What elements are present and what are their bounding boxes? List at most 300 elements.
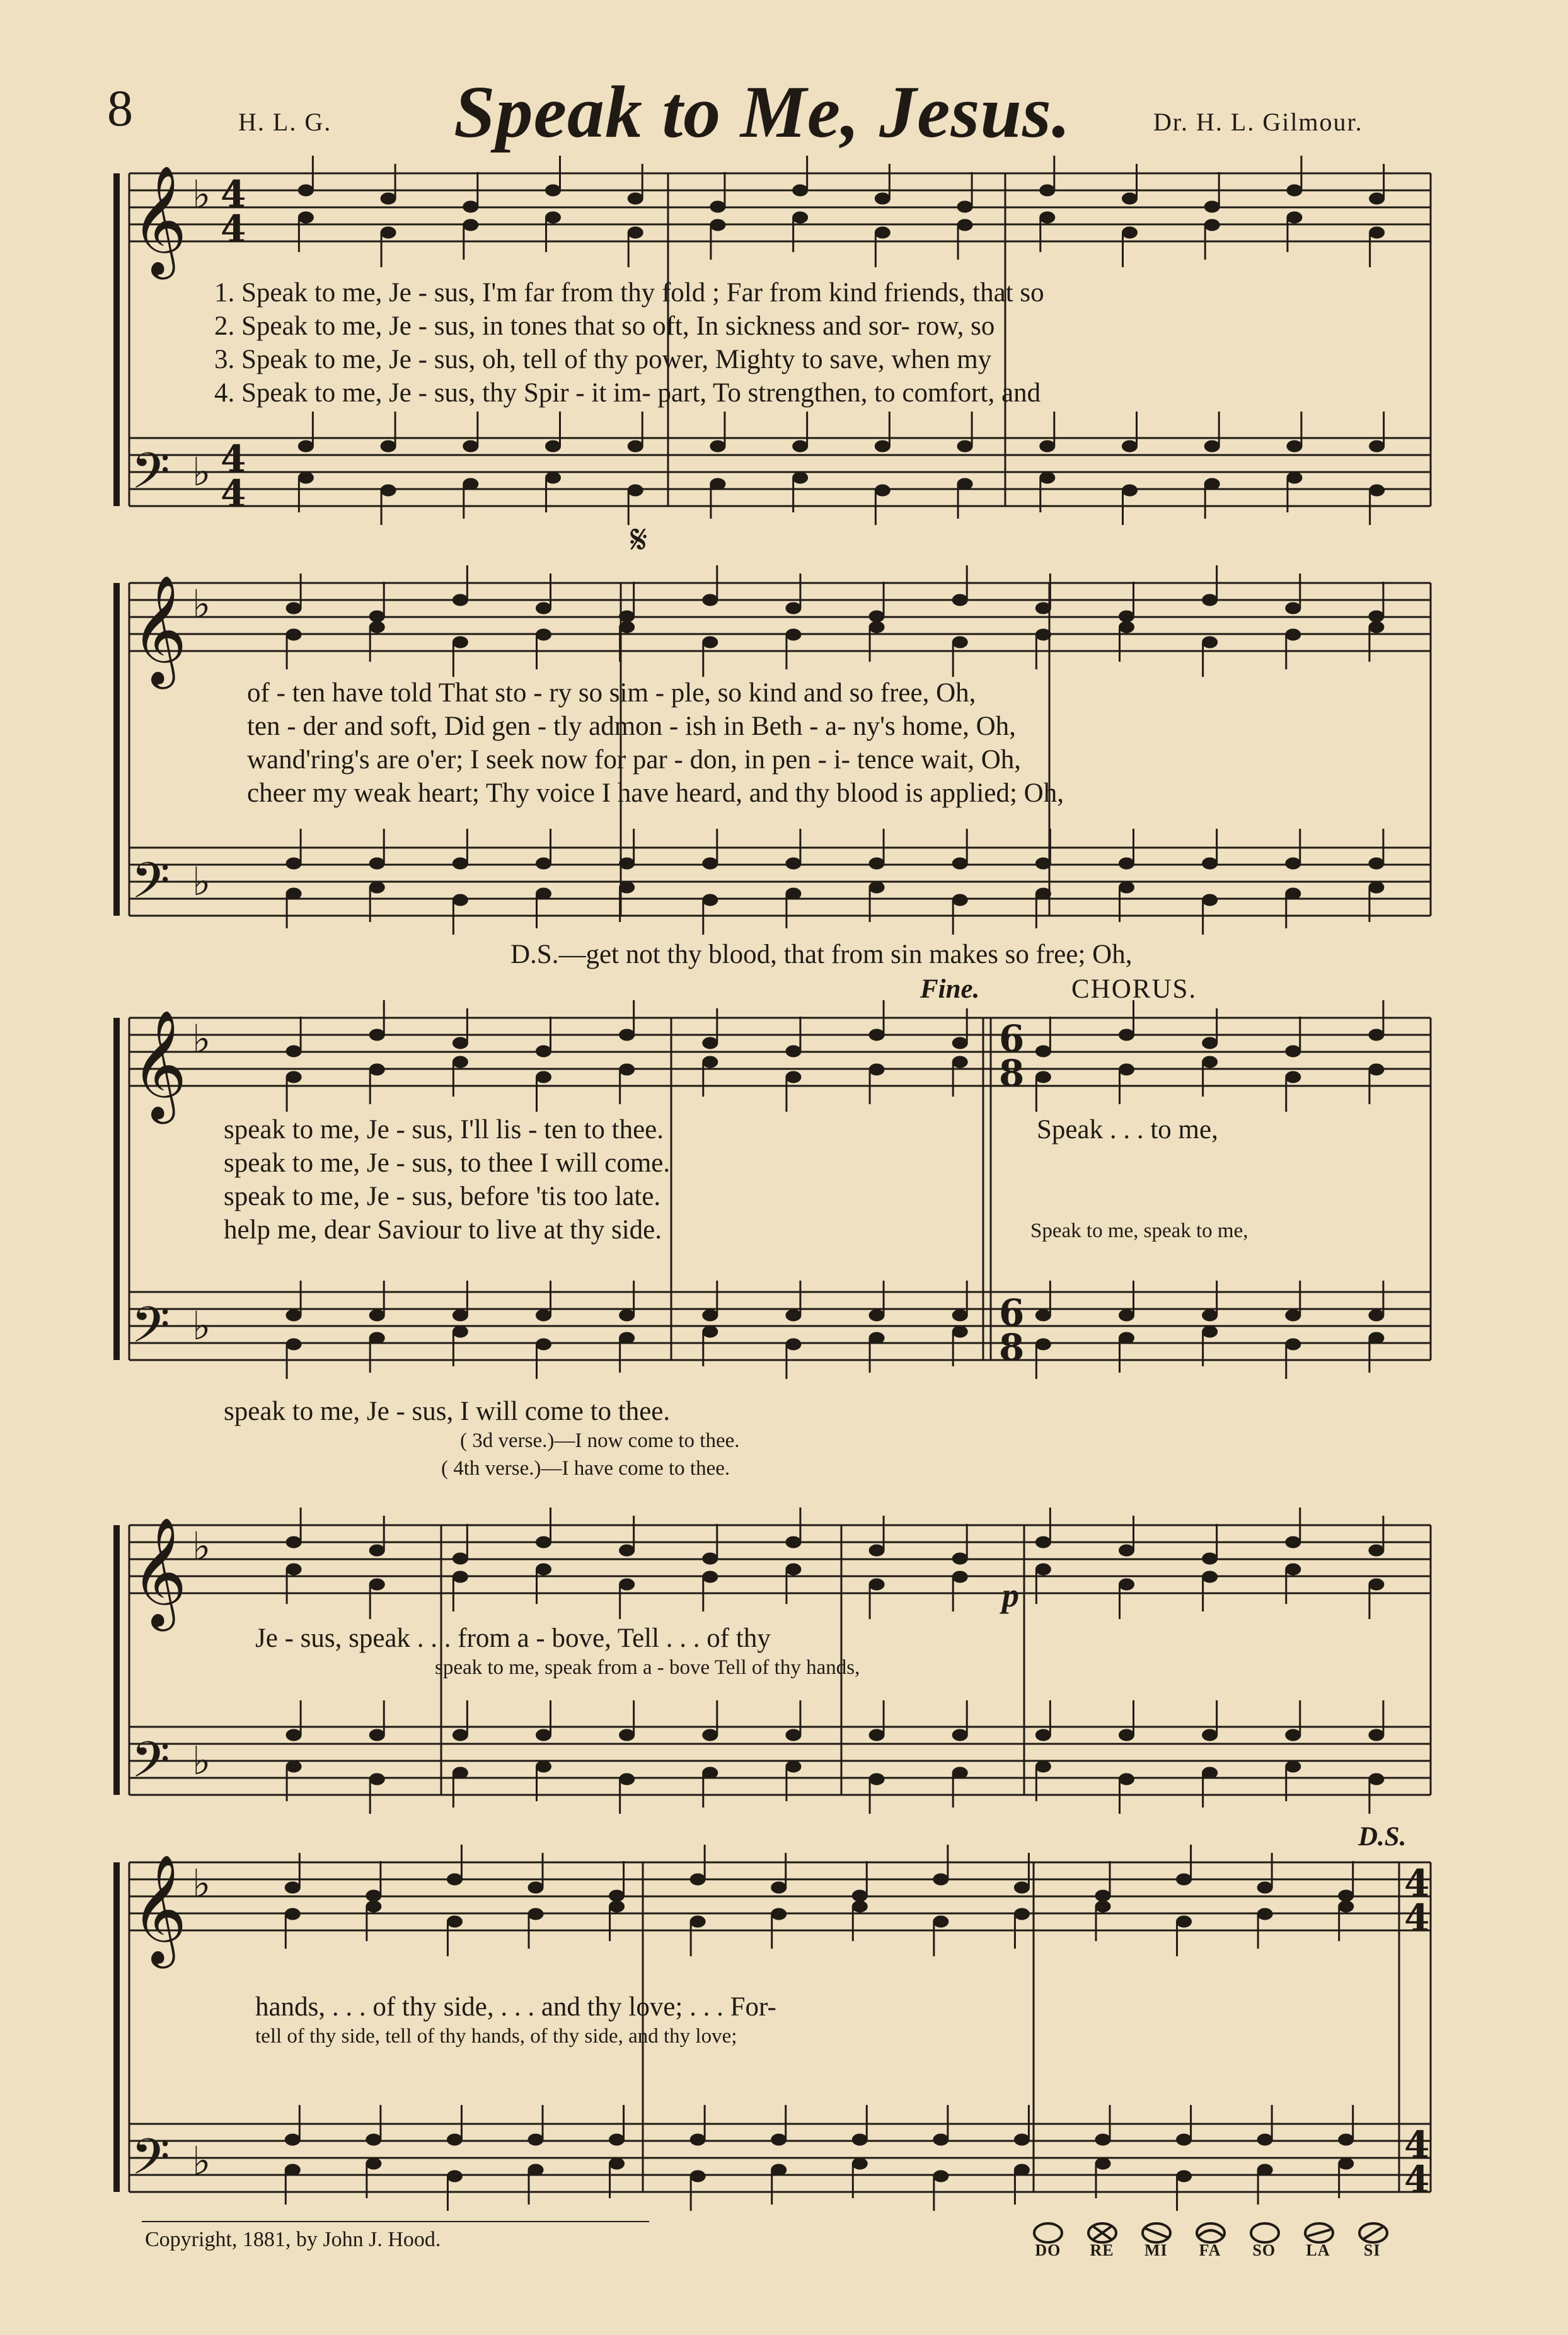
notehead xyxy=(1122,485,1138,496)
svg-text:8: 8 xyxy=(999,1326,1025,1369)
notehead xyxy=(1286,1310,1301,1321)
notehead xyxy=(1119,1029,1134,1041)
notehead xyxy=(369,882,384,893)
notehead xyxy=(771,2164,787,2176)
notehead xyxy=(536,1564,551,1575)
lyricist-credit: H. L. G. xyxy=(238,108,332,136)
notehead xyxy=(1035,858,1051,869)
svg-text:4: 4 xyxy=(1404,1896,1430,1939)
svg-text:𝄢: 𝄢 xyxy=(131,442,170,512)
notehead xyxy=(1035,1071,1051,1083)
svg-text:6: 6 xyxy=(999,1017,1025,1060)
notehead xyxy=(852,2134,867,2145)
notehead xyxy=(298,472,313,483)
svg-text:4: 4 xyxy=(221,173,246,216)
notehead xyxy=(536,1536,551,1548)
verse-3-line-1: 3. Speak to me, Je - sus, oh, tell of thy power, Mighty to save, when my xyxy=(214,345,992,374)
notehead xyxy=(366,1901,381,1912)
notehead xyxy=(771,1908,787,1920)
notehead xyxy=(875,193,890,204)
notehead xyxy=(703,1326,718,1337)
notehead xyxy=(1119,1332,1134,1344)
notehead xyxy=(869,1310,884,1321)
notehead xyxy=(1202,1571,1218,1583)
notehead xyxy=(875,227,890,238)
verse-2-line-2: ten - der and soft, Did gen - tly admon - ish in Beth - a- ny's home, Oh, xyxy=(247,712,1016,741)
notehead xyxy=(1204,201,1219,212)
notehead xyxy=(1204,441,1219,452)
notehead xyxy=(1286,1046,1301,1057)
notehead xyxy=(620,1579,635,1590)
notehead xyxy=(933,2134,948,2145)
notehead xyxy=(1369,441,1385,452)
svg-text:♭: ♭ xyxy=(192,1738,211,1784)
notehead xyxy=(869,1332,884,1344)
notehead xyxy=(528,2164,543,2176)
notehead xyxy=(285,2134,300,2145)
notehead xyxy=(628,193,643,204)
chorus-alto-line-1: speak to me, speak from a - bove Tell of thy hands, xyxy=(435,1656,860,1679)
notehead xyxy=(1095,1901,1110,1912)
notehead xyxy=(1369,1064,1384,1075)
notehead xyxy=(286,1339,301,1350)
chorus-heading: CHORUS. xyxy=(1071,974,1197,1004)
solfege-si: SI xyxy=(1363,2241,1381,2259)
notehead xyxy=(952,1037,967,1049)
notehead xyxy=(1119,1545,1134,1556)
notehead xyxy=(447,1874,462,1885)
notehead xyxy=(546,185,561,196)
notehead xyxy=(703,1729,718,1741)
notehead xyxy=(453,894,468,906)
solfege-so: SO xyxy=(1252,2241,1276,2259)
notehead xyxy=(546,472,561,483)
notehead xyxy=(690,1916,705,1927)
notehead xyxy=(298,185,313,196)
notehead xyxy=(1257,1882,1272,1893)
notehead xyxy=(952,1553,967,1564)
notehead xyxy=(381,227,396,238)
notehead xyxy=(690,1874,705,1885)
svg-text:♭: ♭ xyxy=(192,1303,211,1349)
svg-text:♭: ♭ xyxy=(192,2138,211,2184)
notehead xyxy=(369,1579,384,1590)
svg-text:𝄢: 𝄢 xyxy=(131,851,170,922)
notehead xyxy=(286,1536,301,1548)
notehead xyxy=(703,594,718,606)
notehead xyxy=(786,858,801,869)
notehead xyxy=(1202,1037,1218,1049)
notehead xyxy=(536,1339,551,1350)
svg-text:𝄞: 𝄞 xyxy=(131,1010,187,1119)
notehead xyxy=(1177,2171,1192,2182)
notehead xyxy=(1119,1064,1134,1075)
notehead xyxy=(285,1908,300,1920)
svg-text:𝄢: 𝄢 xyxy=(131,1296,170,1366)
notehead xyxy=(1369,1579,1384,1590)
notehead xyxy=(786,1729,801,1741)
notehead xyxy=(286,1046,301,1057)
notehead xyxy=(1119,621,1134,633)
notehead xyxy=(1339,2134,1354,2145)
dal-segno-line: D.S.—get not thy blood, that from sin makes so free; Oh, xyxy=(510,940,1133,969)
notehead xyxy=(528,1882,543,1893)
svg-text:♭: ♭ xyxy=(192,581,211,627)
notehead xyxy=(957,201,972,212)
notehead xyxy=(703,1037,718,1049)
notehead xyxy=(609,1890,625,1901)
notehead xyxy=(793,441,808,452)
notehead xyxy=(793,185,808,196)
notehead xyxy=(620,1545,635,1556)
notehead xyxy=(285,1882,300,1893)
notehead xyxy=(1202,858,1218,869)
verse-1-line-2: of - ten have told That sto - ry so sim - ple, so kind and so free, Oh, xyxy=(247,678,976,708)
notehead xyxy=(1119,611,1134,622)
notehead xyxy=(286,1310,301,1321)
notehead xyxy=(703,1553,718,1564)
notehead xyxy=(369,1729,384,1741)
notehead xyxy=(1369,1029,1384,1041)
notehead xyxy=(1035,1536,1051,1548)
notehead xyxy=(703,894,718,906)
notehead xyxy=(286,1729,301,1741)
notehead xyxy=(536,629,551,640)
hymn-title: Speak to Me, Jesus. xyxy=(454,71,1071,153)
svg-text:♭: ♭ xyxy=(192,171,211,217)
notehead xyxy=(1202,594,1218,606)
notehead xyxy=(620,1332,635,1344)
notehead xyxy=(1122,441,1138,452)
notehead xyxy=(1035,888,1051,899)
notehead xyxy=(369,621,384,633)
notehead xyxy=(703,1767,718,1779)
refrain-line: speak to me, Je - sus, I will come to thee. xyxy=(224,1397,671,1426)
notehead xyxy=(1035,1046,1051,1057)
notehead xyxy=(869,1545,884,1556)
svg-text:𝄞: 𝄞 xyxy=(131,1517,187,1627)
notehead xyxy=(453,1571,468,1583)
notehead xyxy=(546,212,561,223)
notehead xyxy=(1119,882,1134,893)
notehead xyxy=(1119,858,1134,869)
notehead xyxy=(1369,621,1384,633)
notehead xyxy=(286,629,301,640)
notehead xyxy=(952,858,967,869)
notehead xyxy=(453,1326,468,1337)
notehead xyxy=(628,441,643,452)
notehead xyxy=(852,1901,867,1912)
notehead xyxy=(1369,227,1385,238)
notehead xyxy=(703,1571,718,1583)
page-number: 8 xyxy=(107,79,133,137)
notehead xyxy=(1014,2134,1029,2145)
notehead xyxy=(1202,1553,1218,1564)
verse-1-line-3: speak to me, Je - sus, I'll lis - ten to thee. xyxy=(224,1115,664,1144)
notehead xyxy=(369,1332,384,1344)
svg-text:4: 4 xyxy=(221,472,246,515)
notehead xyxy=(528,2134,543,2145)
solfege-la: LA xyxy=(1306,2241,1330,2259)
svg-text:6: 6 xyxy=(999,1291,1025,1334)
notehead xyxy=(869,858,884,869)
notehead xyxy=(771,1882,787,1893)
verse-2-line-1: 2. Speak to me, Je - sus, in tones that so oft, In sickness and sor- row, so xyxy=(214,311,995,341)
fine-mark: Fine. xyxy=(920,974,980,1004)
notehead xyxy=(793,472,808,483)
notehead xyxy=(453,1729,468,1741)
notehead xyxy=(463,478,478,490)
notehead xyxy=(286,1564,301,1575)
notehead xyxy=(1035,629,1051,640)
notehead xyxy=(1095,1890,1110,1901)
notehead xyxy=(1204,219,1219,231)
notehead xyxy=(786,1310,801,1321)
composer-credit: Dr. H. L. Gilmour. xyxy=(1153,108,1363,136)
notehead xyxy=(1035,1761,1051,1772)
notehead xyxy=(1177,2134,1192,2145)
notehead xyxy=(628,227,643,238)
svg-text:𝄞: 𝄞 xyxy=(131,165,187,275)
notehead xyxy=(369,1310,384,1321)
notehead xyxy=(369,1545,384,1556)
notehead xyxy=(933,2171,948,2182)
notehead xyxy=(536,1761,551,1772)
notehead xyxy=(852,1890,867,1901)
notehead xyxy=(1035,602,1051,614)
svg-text:𝄢: 𝄢 xyxy=(131,1731,170,1801)
notehead xyxy=(933,1874,948,1885)
notehead xyxy=(1286,1729,1301,1741)
notehead xyxy=(703,637,718,648)
notehead xyxy=(620,1773,635,1785)
notehead xyxy=(1339,2158,1354,2169)
notehead xyxy=(366,2134,381,2145)
notehead xyxy=(286,888,301,899)
notehead xyxy=(447,1916,462,1927)
verse-3-line-3: speak to me, Je - sus, before 'tis too late. xyxy=(224,1182,661,1211)
notehead xyxy=(952,637,967,648)
notehead xyxy=(710,441,725,452)
notehead xyxy=(528,1908,543,1920)
notehead xyxy=(1035,1339,1051,1350)
notehead xyxy=(1287,185,1302,196)
notehead xyxy=(453,1767,468,1779)
notehead xyxy=(869,1579,884,1590)
notehead xyxy=(1040,212,1055,223)
segno-sign: 𝄋 xyxy=(630,517,648,563)
copyright-notice: Copyright, 1881, by John J. Hood. xyxy=(145,2228,441,2251)
notehead xyxy=(620,621,635,633)
notehead xyxy=(710,219,725,231)
verse-2-line-3: speak to me, Je - sus, to thee I will come. xyxy=(224,1148,671,1178)
notehead xyxy=(369,611,384,622)
svg-text:4: 4 xyxy=(1404,2158,1430,2201)
svg-text:𝄞: 𝄞 xyxy=(131,575,187,684)
notehead xyxy=(1369,1729,1384,1741)
notehead xyxy=(1202,1056,1218,1068)
notehead xyxy=(453,594,468,606)
notehead xyxy=(536,888,551,899)
chorus-line-2: hands, . . . of thy side, . . . and thy love; . . . For- xyxy=(255,1992,776,2022)
notehead xyxy=(620,1729,635,1741)
notehead xyxy=(1369,882,1384,893)
chorus-soprano-lyric: Speak . . . to me, xyxy=(1037,1115,1218,1144)
notehead xyxy=(453,1553,468,1564)
notehead xyxy=(1122,227,1138,238)
notehead xyxy=(546,441,561,452)
verse-4-line-2: cheer my weak heart; Thy voice I have heard, and thy blood is applied; Oh, xyxy=(247,778,1064,808)
notehead xyxy=(536,1729,551,1741)
chorus-alto-line-2: tell of thy side, tell of thy hands, of thy side, and thy love; xyxy=(255,2025,737,2048)
notehead xyxy=(369,1029,384,1041)
notehead xyxy=(298,212,313,223)
notehead xyxy=(875,485,890,496)
notehead xyxy=(1040,441,1055,452)
notehead xyxy=(369,1064,384,1075)
refrain-verse-4: ( 4th verse.)—I have come to thee. xyxy=(441,1457,730,1480)
notehead xyxy=(786,888,801,899)
notehead xyxy=(609,2134,625,2145)
notehead xyxy=(1095,2158,1110,2169)
chorus-line-1: Je - sus, speak . . . from a - bove, Tell . . . of thy xyxy=(255,1623,771,1653)
notehead xyxy=(952,1056,967,1068)
notehead xyxy=(381,193,396,204)
svg-text:𝄞: 𝄞 xyxy=(131,1854,187,1964)
notehead xyxy=(957,478,972,490)
notehead xyxy=(1286,1339,1301,1350)
notehead xyxy=(536,1310,551,1321)
notehead xyxy=(620,1029,635,1041)
notehead xyxy=(286,1761,301,1772)
notehead xyxy=(536,1046,551,1057)
notehead xyxy=(286,1071,301,1083)
notehead xyxy=(933,1916,948,1927)
notehead xyxy=(536,858,551,869)
notehead xyxy=(1339,1890,1354,1901)
dal-segno-mark: D.S. xyxy=(1358,1822,1407,1852)
notehead xyxy=(609,2158,625,2169)
notehead xyxy=(447,2171,462,2182)
svg-text:𝄢: 𝄢 xyxy=(131,2128,170,2198)
notehead xyxy=(620,882,635,893)
notehead xyxy=(1286,858,1301,869)
solfege-re: RE xyxy=(1090,2241,1114,2259)
notehead xyxy=(1286,1564,1301,1575)
svg-text:8: 8 xyxy=(999,1052,1025,1095)
notehead xyxy=(536,602,551,614)
svg-text:♭: ♭ xyxy=(192,858,211,904)
svg-text:4: 4 xyxy=(1404,1862,1430,1905)
notehead xyxy=(952,594,967,606)
notehead xyxy=(1202,637,1218,648)
notehead xyxy=(1369,1310,1384,1321)
notehead xyxy=(620,1064,635,1075)
svg-text:♭: ♭ xyxy=(192,1016,211,1062)
notehead xyxy=(952,894,967,906)
notehead xyxy=(536,1071,551,1083)
notehead xyxy=(1014,1908,1029,1920)
notehead xyxy=(1122,193,1138,204)
notehead xyxy=(1119,1579,1134,1590)
notehead xyxy=(786,1761,801,1772)
notehead xyxy=(703,1056,718,1068)
notehead xyxy=(869,1029,884,1041)
notehead xyxy=(869,1773,884,1785)
piano-dynamic: p xyxy=(1002,1576,1019,1614)
notehead xyxy=(1339,1901,1354,1912)
notehead xyxy=(852,2158,867,2169)
notehead xyxy=(1286,629,1301,640)
notehead xyxy=(786,602,801,614)
notehead xyxy=(298,441,313,452)
notehead xyxy=(463,219,478,231)
notehead xyxy=(453,637,468,648)
svg-text:♭: ♭ xyxy=(192,1860,211,1906)
chorus-alto-lyric: Speak to me, speak to me, xyxy=(1030,1219,1248,1242)
verse-4-line-1: 4. Speak to me, Je - sus, thy Spir - it im- part, To strengthen, to comfort, and xyxy=(214,378,1041,408)
notehead xyxy=(710,201,725,212)
svg-text:♭: ♭ xyxy=(192,449,211,495)
verse-1-line-1: 1. Speak to me, Je - sus, I'm far from thy fold ; Far from kind friends, that so xyxy=(214,278,1044,308)
notehead xyxy=(786,629,801,640)
notehead xyxy=(453,1310,468,1321)
svg-text:4: 4 xyxy=(221,437,246,480)
notehead xyxy=(869,1729,884,1741)
notehead xyxy=(1119,1773,1134,1785)
solfege-mi: MI xyxy=(1144,2241,1168,2259)
notehead xyxy=(690,2171,705,2182)
notehead xyxy=(628,485,643,496)
notehead xyxy=(1286,1761,1301,1772)
notehead xyxy=(369,858,384,869)
notehead xyxy=(1287,441,1302,452)
notehead xyxy=(786,1071,801,1083)
notehead xyxy=(1202,1326,1218,1337)
notehead xyxy=(875,441,890,452)
notehead xyxy=(869,621,884,633)
notehead xyxy=(1257,2164,1272,2176)
notehead xyxy=(453,1056,468,1068)
notehead xyxy=(1369,485,1385,496)
notehead xyxy=(1177,1874,1192,1885)
notehead xyxy=(1369,193,1385,204)
notehead xyxy=(793,212,808,223)
notehead xyxy=(1202,1310,1218,1321)
notehead xyxy=(1202,1729,1218,1741)
refrain-verse-3: ( 3d verse.)—I now come to thee. xyxy=(460,1429,740,1452)
notehead xyxy=(1286,602,1301,614)
notehead xyxy=(1035,1310,1051,1321)
notehead xyxy=(366,1890,381,1901)
notehead xyxy=(957,441,972,452)
notehead xyxy=(1119,1310,1134,1321)
notehead xyxy=(786,1046,801,1057)
notehead xyxy=(1287,212,1302,223)
notehead xyxy=(1202,1767,1218,1779)
notehead xyxy=(453,858,468,869)
notehead xyxy=(1014,1882,1029,1893)
notehead xyxy=(786,1564,801,1575)
notehead xyxy=(1369,1545,1384,1556)
notehead xyxy=(1286,1536,1301,1548)
notehead xyxy=(703,1310,718,1321)
notehead xyxy=(463,441,478,452)
notehead xyxy=(1040,185,1055,196)
notehead xyxy=(869,882,884,893)
notehead xyxy=(463,201,478,212)
svg-text:♭: ♭ xyxy=(192,1523,211,1569)
